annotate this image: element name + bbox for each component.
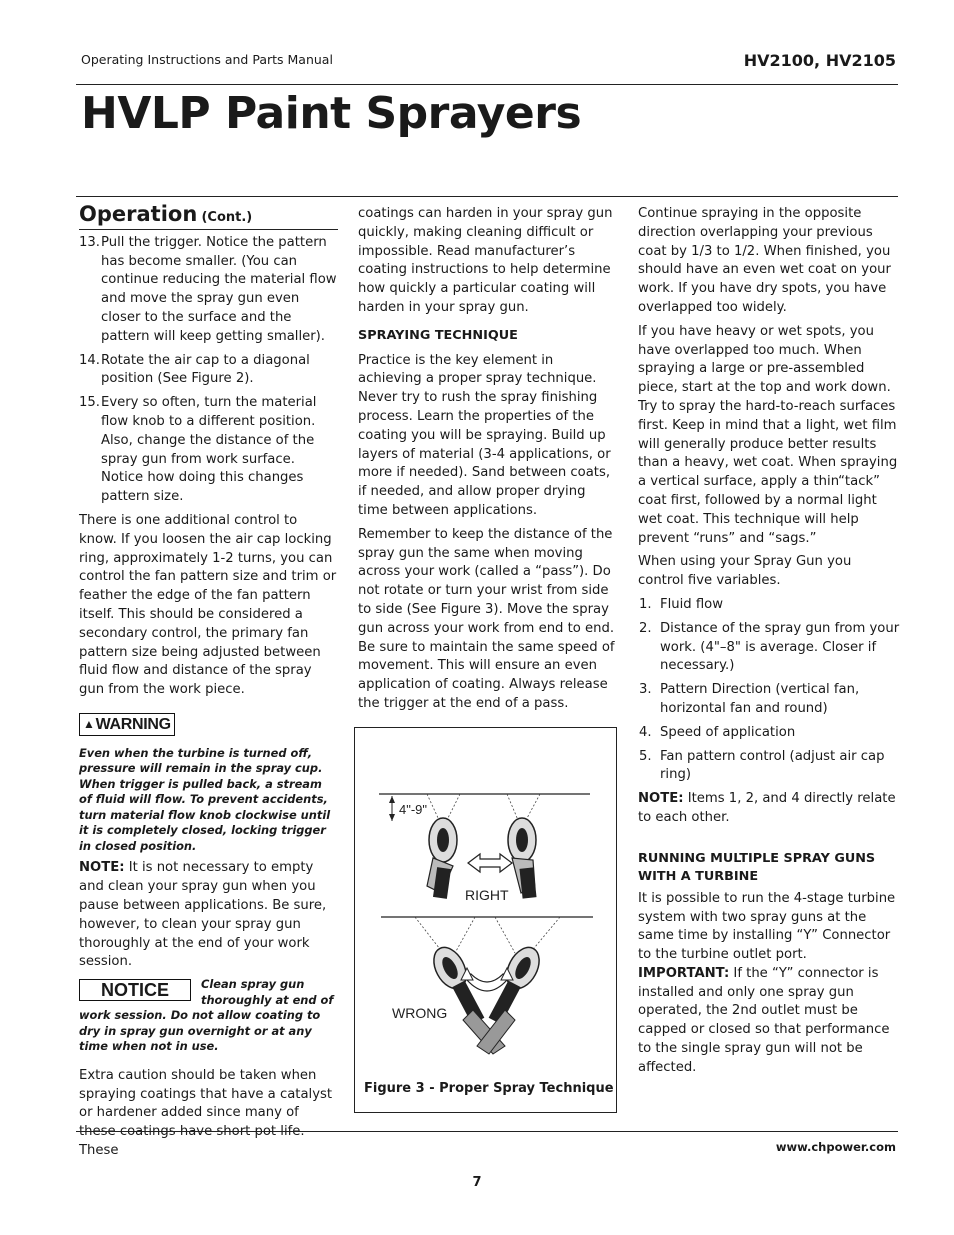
note-text: It is not necessary to empty and clean your spray gun when you pause between applications. Be sure, however, to clean your spray gun thoroughly at the end of your work session. bbox=[79, 860, 327, 970]
step-text: Every so often, turn the material flow knob to a different position. Also, change the distance of the spray gun from work surface. Notice how doing this changes pattern size. bbox=[101, 395, 317, 505]
header-rule bbox=[76, 84, 898, 85]
page-title: HVLP Paint Sprayers bbox=[81, 88, 582, 139]
section-heading-cont: (Cont.) bbox=[201, 210, 253, 225]
warning-text: Even when the turbine is turned off, pressure will remain in the spray cup. When trigger is pulled back, a stream of fluid will flow. To prevent accidents, turn material flow knob clockwise until it is completely closed, locking trigger in closed position. bbox=[79, 745, 331, 853]
note-text: Items 1, 2, and 4 directly relate to each other. bbox=[638, 791, 896, 825]
column-1 bbox=[79, 202, 338, 1166]
note-paragraph bbox=[79, 859, 338, 972]
list-item bbox=[638, 724, 900, 743]
title-rule bbox=[76, 196, 898, 197]
wrong-label: WRONG bbox=[392, 1005, 448, 1021]
header-model-numbers: HV2100, HV2105 bbox=[743, 51, 896, 70]
paragraph-catalyst: Extra caution should be taken when spraying coatings that have a catalyst or hardener added since many of these coatings have short pot life. These bbox=[79, 1067, 333, 1158]
notice-block bbox=[79, 977, 338, 1060]
subheading-multiple-guns: RUNNING MULTIPLE SPRAY GUNS WITH A TURBINE bbox=[638, 850, 876, 884]
spray-gun-right-1 bbox=[427, 818, 457, 899]
distance-label: 4"-9" bbox=[399, 802, 428, 817]
important-label: IMPORTANT: bbox=[638, 965, 730, 981]
paragraph-practice: Practice is the key element in achieving a proper spray technique. Never try to rush the spray finishing process. Learn the properties of the coating you will be spraying. Build up layers of material (3-4 applications, or more if needed). Sand between coats, if needed, and allow proper drying time between applications. bbox=[358, 352, 611, 518]
important-text: If the “Y” connector is installed and only one spray gun operated, the 2nd outlet must be capped or closed so that performance to the single spray gun will not be affected. bbox=[638, 965, 890, 1075]
subheading-spraying-technique: SPRAYING TECHNIQUE bbox=[358, 327, 518, 343]
paragraph-y-connector: It is possible to run the 4-stage turbine system with two spray guns at the same time by installing “Y” Connector to the turbine outlet port. bbox=[638, 890, 896, 963]
list-number: 3. bbox=[639, 682, 652, 698]
list-text: Speed of application bbox=[660, 724, 796, 740]
section-heading bbox=[79, 202, 338, 230]
double-arrow-icon bbox=[468, 854, 512, 872]
step-list bbox=[79, 234, 338, 507]
list-item bbox=[79, 394, 338, 507]
paragraph-air-cap: There is one additional control to know. If you loosen the air cap locking ring, approximately 1-2 turns, you can control the fan pattern size and trim or feather the edge of the fan pattern itself. This should be considered a secondary control, the primary fan pattern size being adjusted between fluid flow and distance of the spray gun from the work piece. bbox=[79, 512, 337, 698]
footer-url: www.chpower.com bbox=[775, 1140, 896, 1154]
column-2 bbox=[358, 205, 618, 719]
section-heading-text: Operation bbox=[79, 202, 198, 226]
header-manual-title: Operating Instructions and Parts Manual bbox=[81, 52, 333, 67]
step-number: 15. bbox=[79, 395, 100, 411]
notice-text: Clean spray gun thoroughly at end of work session. Do not allow coating to dry in spray gun overnight or at any time when not in use. bbox=[79, 977, 334, 1054]
note-label: NOTE: bbox=[79, 860, 125, 876]
list-number: 5. bbox=[639, 748, 652, 764]
spray-gun-right-2 bbox=[508, 818, 537, 899]
spray-gun-wrong-right bbox=[477, 942, 546, 1054]
right-label: RIGHT bbox=[465, 887, 509, 903]
paragraph-coatings: coatings can harden in your spray gun quickly, making cleaning difficult or impossible. Read manufacturer’s coating instructions to help determine how quickly a particular coating will harden in your spray gun. bbox=[358, 206, 613, 315]
list-item bbox=[638, 748, 900, 786]
step-text: Rotate the air cap to a diagonal position (See Figure 2). bbox=[101, 352, 310, 387]
list-item bbox=[638, 681, 900, 719]
list-number: 1. bbox=[639, 596, 652, 612]
warning-triangle-icon: ▲ bbox=[83, 716, 95, 731]
important-paragraph bbox=[638, 965, 900, 1078]
figure-3 bbox=[354, 727, 617, 1113]
note-paragraph bbox=[638, 790, 900, 828]
list-item bbox=[638, 620, 900, 676]
list-number: 2. bbox=[639, 620, 652, 636]
figure-caption: Figure 3 - Proper Spray Technique bbox=[364, 1081, 614, 1096]
note-label: NOTE: bbox=[638, 791, 684, 807]
page-number: 7 bbox=[472, 1175, 482, 1190]
step-number: 13. bbox=[79, 234, 100, 250]
list-text: Fluid flow bbox=[660, 596, 723, 612]
variables-list bbox=[638, 596, 900, 785]
list-item bbox=[79, 352, 338, 390]
notice-label: NOTICE bbox=[79, 979, 191, 1001]
list-text: Pattern Direction (vertical fan, horizontal fan and round) bbox=[660, 682, 860, 716]
footer-rule bbox=[76, 1131, 898, 1132]
list-item bbox=[79, 234, 338, 347]
paragraph-heavy-spots: If you have heavy or wet spots, you have overlapped too much. When spraying a large or pre-assembled piece, start at the top and work down. Try to spray the hard-to-reach surfaces first. Keep in mind that a light, wet film will generally produce better results than a heavy, wet coat. When spraying a vertical surface, apply a thin“tack” coat first, followed by a normal light wet coat. This technique will help prevent “runs” and “sags.” bbox=[638, 323, 898, 546]
list-number: 4. bbox=[639, 724, 652, 740]
warning-label-text: WARNING bbox=[95, 715, 171, 733]
column-3 bbox=[638, 205, 900, 1083]
paragraph-variables: When using your Spray Gun you control five variables. bbox=[638, 554, 852, 589]
step-text: Pull the trigger. Notice the pattern has become smaller. (You can continue reducing the material flow and move the spray gun even closer to the surface and the pattern will keep getting smaller). bbox=[101, 234, 337, 344]
paragraph-continue: Continue spraying in the opposite direction overlapping your previous coat by 1/3 to 1/2. When finished, you should have an even wet coat on your work. If you have dry spots, you have overlapped too widely. bbox=[638, 206, 891, 315]
paragraph-distance: Remember to keep the distance of the spray gun the same when moving across your work (called a “pass”). Do not rotate or turn your wrist from side to side (See Figure 3). Move the spray gun across your work from end to end. Be sure to maintain the same speed of movement. This will ensure an even application of coating. Always release the trigger at the end of a pass. bbox=[358, 526, 615, 711]
list-item bbox=[638, 596, 900, 615]
list-text: Distance of the spray gun from your work. (4"–8" is average. Closer if necessary.) bbox=[660, 620, 900, 674]
list-text: Fan pattern control (adjust air cap ring) bbox=[660, 748, 885, 783]
warning-label bbox=[79, 713, 175, 736]
step-number: 14. bbox=[79, 352, 100, 368]
spray-technique-illustration bbox=[355, 728, 616, 1112]
